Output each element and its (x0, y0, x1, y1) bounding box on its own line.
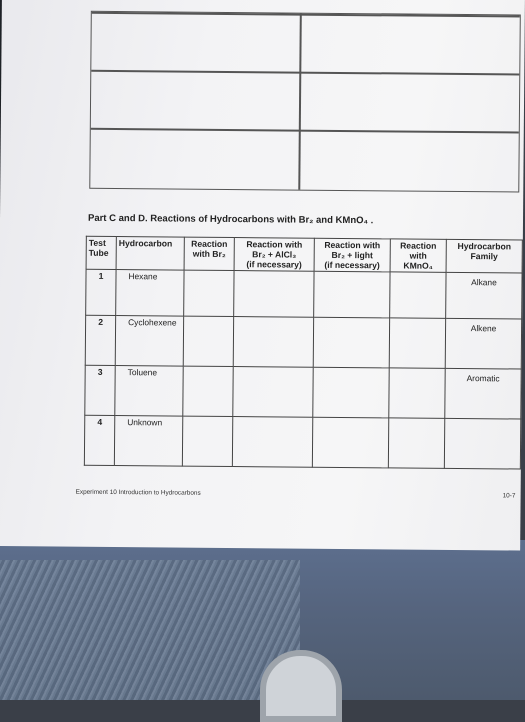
table-row (84, 415, 520, 469)
hydrocarbon-name: Cyclohexene (115, 316, 183, 367)
blank-cell[interactable] (312, 417, 388, 468)
header-reaction-br2-light: Reaction with Br₂ + light (if necessary) (314, 238, 390, 272)
table-row (86, 269, 522, 319)
table-row (85, 315, 521, 369)
header-reaction-br2-alcl3: Reaction with Br₂ + AlCl₃ (if necessary) (234, 238, 314, 272)
hydrocarbon-family: Aromatic (445, 368, 521, 419)
previous-table-fragment (89, 11, 521, 193)
hydrocarbon-family: Alkene (445, 318, 521, 369)
header-reaction-br2: Reaction with Br₂ (184, 237, 234, 270)
blank-cell[interactable] (313, 367, 389, 418)
footer-experiment-title: Experiment 10 Introduction to Hydrocarbons (75, 488, 201, 497)
tube-number: 4 (84, 415, 114, 465)
blank-cell[interactable] (388, 418, 444, 468)
tube-number: 3 (85, 365, 115, 415)
header-hydrocarbon-family: Hydrocarbon Family (446, 239, 522, 273)
background-fabric (0, 560, 300, 700)
section-heading: Part C and D. Reactions of Hydrocarbons with Br₂ and KMnO₄ . (87, 212, 374, 227)
hydrocarbon-name: Unknown (114, 416, 182, 467)
blank-cell[interactable] (314, 271, 390, 318)
grid-line (91, 70, 519, 75)
blank-cell[interactable] (313, 317, 389, 368)
hydrocarbon-name: Hexane (116, 270, 184, 317)
table-row (85, 365, 521, 419)
header-test-tube: Test Tube (86, 236, 116, 269)
blank-cell[interactable] (233, 317, 313, 368)
footer-page-number: 10-7 (502, 492, 516, 500)
grid-line (298, 14, 301, 190)
hydrocarbon-family: Alkane (446, 272, 522, 319)
blank-cell[interactable] (234, 271, 314, 318)
blank-cell[interactable] (233, 367, 313, 418)
blank-cell[interactable] (182, 416, 232, 466)
hydrocarbon-family[interactable] (444, 418, 520, 469)
blank-cell[interactable] (183, 366, 233, 416)
tube-number: 1 (86, 269, 116, 315)
reactions-table (84, 236, 523, 470)
blank-cell[interactable] (184, 270, 234, 316)
grid-line (91, 128, 519, 133)
hydrocarbon-name: Toluene (115, 366, 183, 417)
blank-cell[interactable] (183, 316, 233, 366)
table-header-row (86, 236, 522, 273)
header-reaction-kmno4: Reaction with KMnO₄ (390, 239, 446, 272)
blank-cell[interactable] (389, 368, 445, 418)
blank-cell[interactable] (232, 417, 312, 468)
grid-line (92, 12, 520, 17)
blank-cell[interactable] (389, 318, 445, 368)
background-object (260, 650, 342, 722)
blank-cell[interactable] (390, 272, 446, 318)
header-hydrocarbon: Hydrocarbon (116, 237, 184, 271)
tube-number: 2 (85, 315, 115, 365)
